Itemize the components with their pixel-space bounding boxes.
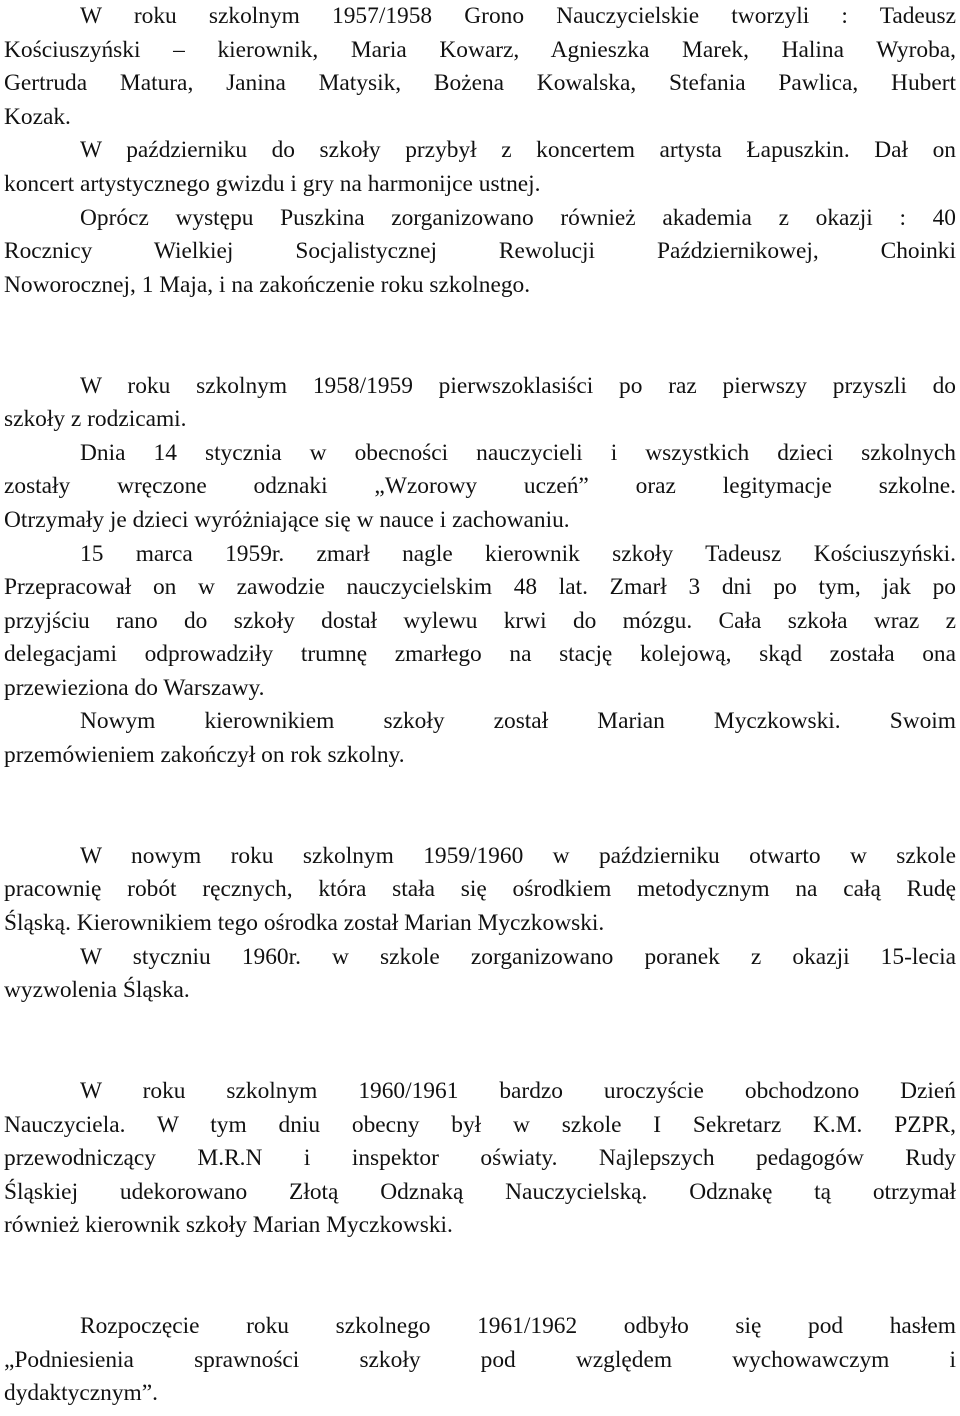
text-line: dydaktycznym”. <box>4 1380 158 1407</box>
text-line: przyjściu rano do szkoły dostał wylewu krwi do mózgu. Cała szkoła wraz z <box>4 607 956 634</box>
paragraph-1961-1962 <box>4 1310 956 1411</box>
text-line: Rocznicy Wielkiej Socjalistycznej Rewolucji Październikowej, Choinki <box>4 238 956 265</box>
text-line: W październiku do szkoły przybył z koncertem artysta Łapuszkin. Dał on <box>80 137 956 164</box>
text-line: pracownię robót ręcznych, która stała się ośrodkiem metodycznym na całą Rudę <box>4 876 956 903</box>
text-line: Nowym kierownikiem szkoły został Marian Myczkowski. Swoim <box>80 708 956 735</box>
text-line: „Podniesienia sprawności szkoły pod względem wychowawczym i <box>4 1346 956 1373</box>
text-line: 15 marca 1959r. zmarł nagle kierownik szkoły Tadeusz Kościuszyński. <box>80 540 956 567</box>
text-line: delegacjami odprowadziły trumnę zmarłego na stację kolejową, skąd została ona <box>4 641 956 668</box>
document-page <box>4 0 956 1411</box>
text-line: Rozpoczęcie roku szkolnego 1961/1962 odbyło się pod hasłem <box>80 1313 956 1340</box>
text-line: Otrzymały je dzieci wyróżniające się w nauce i zachowaniu. <box>4 506 570 533</box>
paragraph-1960-1961 <box>4 1075 956 1243</box>
text-line: Nauczyciela. W tym dniu obecny był w szkole I Sekretarz K.M. PZPR, <box>4 1111 956 1138</box>
text-line: Noworocznej, 1 Maja, i na zakończenie roku szkolnego. <box>4 271 531 298</box>
text-line: W roku szkolnym 1960/1961 bardzo uroczyście obchodzono Dzień <box>80 1078 956 1104</box>
text-line: W nowym roku szkolnym 1959/1960 w październiku otwarto w szkole <box>80 842 956 869</box>
text-line: W roku szkolnym 1958/1959 pierwszoklasiści po raz pierwszy przyszli do <box>80 372 956 399</box>
text-line: W roku szkolnym 1957/1958 Grono Nauczycielskie tworzyli : Tadeusz <box>80 3 956 29</box>
text-line: szkoły z rodzicami. <box>4 406 187 433</box>
text-line: Kozak. <box>4 103 71 130</box>
text-line: koncert artystycznego gwizdu i gry na harmonijce ustnej. <box>4 170 541 197</box>
text-line: Oprócz występu Puszkina zorganizowano również akademia z okazji : 40 <box>80 204 956 231</box>
text-line: W styczniu 1960r. w szkole zorganizowano poranek z okazji 15-lecia <box>80 943 956 970</box>
paragraph-1958-1959 <box>4 370 956 773</box>
text-line: wyzwolenia Śląska. <box>4 977 190 1004</box>
text-line: przewieziona do Warszawy. <box>4 674 265 701</box>
text-line: zostały wręczone odznaki „Wzorowy uczeń” oraz legitymacje szkolne. <box>4 473 956 500</box>
paragraph-1957-1958 <box>4 0 956 302</box>
paragraph-1959-1960 <box>4 840 956 1008</box>
text-line: Dnia 14 stycznia w obecności nauczycieli i wszystkich dzieci szkolnych <box>80 439 956 466</box>
text-line: Śląską. Kierownikiem tego ośrodka został Marian Myczkowski. <box>4 910 605 937</box>
text-line: przewodniczący M.R.N i inspektor oświaty. Najlepszych pedagogów Rudy <box>4 1145 956 1172</box>
text-line: Gertruda Matura, Janina Matysik, Bożena Kowalska, Stefania Pawlica, Hubert <box>4 70 956 97</box>
text-line: również kierownik szkoły Marian Myczkowski. <box>4 1212 453 1239</box>
text-line: Przepracował on w zawodzie nauczycielskim 48 lat. Zmarł 3 dni po tym, jak po <box>4 574 956 601</box>
text-line: Kościuszyński – kierownik, Maria Kowarz, Agnieszka Marek, Halina Wyroba, <box>4 36 956 63</box>
text-line: Śląskiej udekorowano Złotą Odznaką Nauczycielską. Odznakę tą otrzymał <box>4 1178 956 1205</box>
text-line: przemówieniem zakończył on rok szkolny. <box>4 742 405 769</box>
